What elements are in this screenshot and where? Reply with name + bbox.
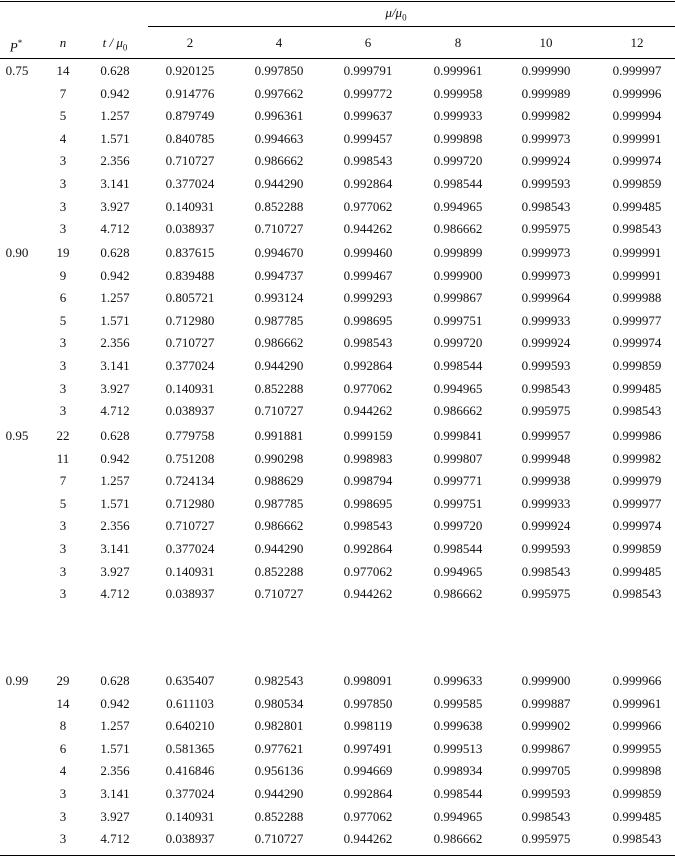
table-cell: 0.999633 bbox=[433, 673, 483, 688]
table-cell: 0.956136 bbox=[254, 763, 304, 778]
table-cell: 0.999485 bbox=[612, 199, 662, 214]
table-cell: 0.944290 bbox=[254, 786, 304, 801]
table-cell: 0.999924 bbox=[521, 335, 571, 350]
table-cell: 0.999933 bbox=[433, 108, 483, 123]
table-cell: 0.999966 bbox=[612, 718, 662, 733]
table-cell: 0.140931 bbox=[165, 809, 215, 824]
table-cell: 0.628 bbox=[100, 673, 130, 688]
table-cell: 3.141 bbox=[100, 176, 130, 191]
table-cell: 0.999867 bbox=[521, 741, 571, 756]
t-over-mu0-column-header: t / $\mu_0$ bbox=[102, 35, 128, 53]
table-cell: 0.999898 bbox=[612, 763, 662, 778]
table-cell: 0.990298 bbox=[254, 451, 304, 466]
table-cell: 3.927 bbox=[100, 199, 130, 214]
table-cell: 0.986662 bbox=[433, 831, 483, 846]
table-cell: 0.999977 bbox=[612, 313, 662, 328]
table-cell: 0.999867 bbox=[433, 290, 483, 305]
table-cell: 0.999899 bbox=[433, 245, 483, 260]
table-cell: 0.994669 bbox=[343, 763, 393, 778]
table-cell: 0.999460 bbox=[343, 245, 393, 260]
table-cell: 0.999996 bbox=[612, 86, 662, 101]
table-cell: 0.998794 bbox=[343, 473, 393, 488]
table-cell: 0.994965 bbox=[433, 199, 483, 214]
table-cell: 4.712 bbox=[100, 831, 130, 846]
table-cell: 0.999991 bbox=[612, 268, 662, 283]
table-cell: 0.998091 bbox=[343, 673, 393, 688]
table-cell: 4 bbox=[59, 131, 67, 146]
table-cell: 3 bbox=[59, 831, 67, 846]
table-cell: 0.628 bbox=[100, 63, 130, 78]
table-cell: 0.997850 bbox=[343, 696, 393, 711]
ratio-column-header: 10 bbox=[539, 35, 553, 50]
table-cell: 0.999990 bbox=[521, 63, 571, 78]
table-cell: 22 bbox=[56, 428, 70, 443]
table-cell: 0.710727 bbox=[254, 586, 304, 601]
table-cell: 0.710727 bbox=[254, 221, 304, 236]
table-cell: 5 bbox=[59, 108, 67, 123]
table-cell: 0.999720 bbox=[433, 518, 483, 533]
table-cell: 7 bbox=[59, 86, 67, 101]
table-cell: 3 bbox=[59, 518, 67, 533]
table-cell: 0.710727 bbox=[254, 403, 304, 418]
table-cell: 14 bbox=[56, 63, 70, 78]
table-cell: 0.986662 bbox=[433, 586, 483, 601]
table-cell: 0.994965 bbox=[433, 381, 483, 396]
table-cell: 0.998544 bbox=[433, 358, 483, 373]
table-cell: 0.997662 bbox=[254, 86, 304, 101]
table-cell: 0.999705 bbox=[521, 763, 571, 778]
table-cell: 0.992864 bbox=[343, 541, 393, 556]
table-cell: 3.927 bbox=[100, 381, 130, 396]
table-cell: 3 bbox=[59, 176, 67, 191]
table-cell: 1.257 bbox=[100, 473, 130, 488]
table-cell: 0.999513 bbox=[433, 741, 483, 756]
table-cell: 0.987785 bbox=[254, 496, 304, 511]
table-cell: 0.942 bbox=[100, 86, 130, 101]
table-cell: 3 bbox=[59, 586, 67, 601]
table-cell: 0.999485 bbox=[612, 564, 662, 579]
table-cell: 3 bbox=[59, 809, 67, 824]
p-star-value: 0.95 bbox=[5, 428, 29, 443]
table-cell: 0.995975 bbox=[521, 221, 571, 236]
table-cell: 0.920125 bbox=[165, 63, 215, 78]
table-cell: 0.977062 bbox=[343, 809, 393, 824]
table-cell: 0.944262 bbox=[343, 831, 393, 846]
table-cell: 0.999791 bbox=[343, 63, 393, 78]
table-cell: 0.999974 bbox=[612, 518, 662, 533]
table-cell: 0.998543 bbox=[521, 809, 571, 824]
table-cell: 0.999859 bbox=[612, 358, 662, 373]
p-star-column-header: P* bbox=[9, 38, 23, 55]
table-cell: 0.999933 bbox=[521, 496, 571, 511]
table-cell: 0.998543 bbox=[612, 403, 662, 418]
table-cell: 5 bbox=[59, 313, 67, 328]
table-cell: 0.999933 bbox=[521, 313, 571, 328]
table-cell: 0.942 bbox=[100, 696, 130, 711]
table-cell: 0.839488 bbox=[165, 268, 215, 283]
table-cell: 0.611103 bbox=[166, 696, 214, 711]
table-cell: 5 bbox=[59, 496, 67, 511]
table-cell: 2.356 bbox=[100, 518, 130, 533]
table-cell: 0.377024 bbox=[165, 541, 215, 556]
table-cell: 0.944262 bbox=[343, 586, 393, 601]
table-cell: 0.980534 bbox=[254, 696, 304, 711]
table-cell: 0.999720 bbox=[433, 335, 483, 350]
table-cell: 0.999982 bbox=[521, 108, 571, 123]
table-cell: 0.999638 bbox=[433, 718, 483, 733]
table-cell: 3.927 bbox=[100, 809, 130, 824]
table-cell: 0.999898 bbox=[433, 131, 483, 146]
table-cell: 0.944290 bbox=[254, 541, 304, 556]
table-cell: 0.994663 bbox=[254, 131, 304, 146]
table-cell: 0.999293 bbox=[343, 290, 393, 305]
table-cell: 0.977621 bbox=[254, 741, 304, 756]
p-star-value: 0.99 bbox=[5, 673, 29, 688]
table-cell: 0.712980 bbox=[165, 313, 215, 328]
table-cell: 0.999467 bbox=[343, 268, 393, 283]
table-cell: 0.998543 bbox=[343, 518, 393, 533]
table-cell: 3.927 bbox=[100, 564, 130, 579]
header-bottom-rule bbox=[0, 58, 675, 59]
table-cell: 0.999994 bbox=[612, 108, 662, 123]
table-cell: 0.999974 bbox=[612, 335, 662, 350]
table-cell: 4.712 bbox=[100, 586, 130, 601]
ratio-column-header: 12 bbox=[630, 35, 644, 50]
table-cell: 0.982801 bbox=[254, 718, 304, 733]
table-cell: 0.999859 bbox=[612, 541, 662, 556]
table-cell: 0.710727 bbox=[254, 831, 304, 846]
table-cell: 0.988629 bbox=[254, 473, 304, 488]
table-cell: 0.805721 bbox=[165, 290, 215, 305]
table-cell: 0.986662 bbox=[254, 153, 304, 168]
ratio-column-header: 4 bbox=[275, 35, 283, 50]
table-cell: 3 bbox=[59, 199, 67, 214]
table-cell: 8 bbox=[59, 718, 67, 733]
table-cell: 0.999991 bbox=[612, 131, 662, 146]
table-cell: 0.879749 bbox=[165, 108, 215, 123]
table-cell: 0.999991 bbox=[612, 245, 662, 260]
table-cell: 0.977062 bbox=[343, 381, 393, 396]
table-cell: 0.999961 bbox=[612, 696, 662, 711]
table-cell: 0.999973 bbox=[521, 245, 571, 260]
table-cell: 0.998543 bbox=[343, 153, 393, 168]
table-cell: 6 bbox=[59, 741, 67, 756]
table-cell: 0.999989 bbox=[521, 86, 571, 101]
table-cell: 0.712980 bbox=[165, 496, 215, 511]
table-cell: 0.999485 bbox=[612, 381, 662, 396]
table-cell: 0.977062 bbox=[343, 199, 393, 214]
table-cell: 0.635407 bbox=[165, 673, 215, 688]
table-cell: 0.724134 bbox=[165, 473, 215, 488]
table-cell: 3.141 bbox=[100, 358, 130, 373]
table-cell: 0.999988 bbox=[612, 290, 662, 305]
table-cell: 0.995975 bbox=[521, 831, 571, 846]
table-cell: 0.999859 bbox=[612, 786, 662, 801]
table-cell: 0.640210 bbox=[165, 718, 215, 733]
table-cell: 1.571 bbox=[100, 496, 130, 511]
table-cell: 0.998544 bbox=[433, 541, 483, 556]
table-cell: 0.038937 bbox=[165, 403, 215, 418]
bottom-rule bbox=[0, 855, 675, 856]
ratio-column-header: 8 bbox=[454, 35, 462, 50]
table-cell: 2.356 bbox=[100, 763, 130, 778]
table-cell: 0.995975 bbox=[521, 586, 571, 601]
table-cell: 4.712 bbox=[100, 403, 130, 418]
table-cell: 0.999457 bbox=[343, 131, 393, 146]
table-cell: 0.999807 bbox=[433, 451, 483, 466]
table-cell: 0.710727 bbox=[165, 335, 215, 350]
table-cell: 0.377024 bbox=[165, 176, 215, 191]
table-cell: 0.998543 bbox=[612, 221, 662, 236]
table-cell: 0.999593 bbox=[521, 358, 571, 373]
table-cell: 0.999593 bbox=[521, 786, 571, 801]
table-cell: 0.710727 bbox=[165, 153, 215, 168]
table-cell: 1.571 bbox=[100, 313, 130, 328]
table-cell: 3.141 bbox=[100, 541, 130, 556]
table-cell: 0.038937 bbox=[165, 831, 215, 846]
table-cell: 3.141 bbox=[100, 786, 130, 801]
table-cell: 0.999924 bbox=[521, 153, 571, 168]
table-cell: 0.999159 bbox=[343, 428, 393, 443]
table-cell: 1.257 bbox=[100, 718, 130, 733]
table-cell: 6 bbox=[59, 290, 67, 305]
table-cell: 0.914776 bbox=[165, 86, 215, 101]
table-cell: 2.356 bbox=[100, 153, 130, 168]
table-cell: 0.992864 bbox=[343, 786, 393, 801]
table-cell: 0.998119 bbox=[343, 718, 393, 733]
table-cell: 0.999964 bbox=[521, 290, 571, 305]
table-cell: 0.999900 bbox=[521, 673, 571, 688]
table-cell: 0.944290 bbox=[254, 176, 304, 191]
p-star-value: 0.90 bbox=[5, 245, 29, 260]
table-cell: 0.999973 bbox=[521, 268, 571, 283]
table-cell: 0.998543 bbox=[612, 831, 662, 846]
table-cell: 1.571 bbox=[100, 131, 130, 146]
table-cell: 0.999751 bbox=[433, 496, 483, 511]
table-cell: 0.999751 bbox=[433, 313, 483, 328]
table-cell: 0.991881 bbox=[254, 428, 304, 443]
table-cell: 1.571 bbox=[100, 741, 130, 756]
table-cell: 0.038937 bbox=[165, 586, 215, 601]
table-cell: 0.999585 bbox=[433, 696, 483, 711]
table-cell: 0.852288 bbox=[254, 564, 304, 579]
table-cell: 0.852288 bbox=[254, 199, 304, 214]
table-cell: 9 bbox=[59, 268, 67, 283]
table-cell: 0.994965 bbox=[433, 809, 483, 824]
table-cell: 3 bbox=[59, 335, 67, 350]
n-column-header: n bbox=[59, 35, 67, 50]
table-cell: 4.712 bbox=[100, 221, 130, 236]
table-cell: 0.140931 bbox=[165, 199, 215, 214]
table-cell: 0.999938 bbox=[521, 473, 571, 488]
table-cell: 0.999720 bbox=[433, 153, 483, 168]
table-cell: 0.999859 bbox=[612, 176, 662, 191]
table-cell: 0.997491 bbox=[343, 741, 393, 756]
table-cell: 0.996361 bbox=[254, 108, 304, 123]
table-cell: 0.986662 bbox=[433, 403, 483, 418]
table-cell: 0.998543 bbox=[343, 335, 393, 350]
table-cell: 3 bbox=[59, 358, 67, 373]
table-cell: 0.999841 bbox=[433, 428, 483, 443]
table-cell: 3 bbox=[59, 786, 67, 801]
table-cell: 0.999979 bbox=[612, 473, 662, 488]
table-cell: 14 bbox=[56, 696, 70, 711]
table-cell: 0.840785 bbox=[165, 131, 215, 146]
table-cell: 0.993124 bbox=[254, 290, 304, 305]
top-rule bbox=[0, 1, 675, 2]
table-cell: 0.944262 bbox=[343, 221, 393, 236]
table-cell: 0.999887 bbox=[521, 696, 571, 711]
table-cell: 0.377024 bbox=[165, 786, 215, 801]
table-cell: 0.998543 bbox=[612, 586, 662, 601]
table-cell: 0.994737 bbox=[254, 268, 304, 283]
table-cell: 0.944262 bbox=[343, 403, 393, 418]
table-cell: 0.140931 bbox=[165, 564, 215, 579]
table-cell: 0.998934 bbox=[433, 763, 483, 778]
table-cell: 0.999973 bbox=[521, 131, 571, 146]
table-cell: 0.994670 bbox=[254, 245, 304, 260]
table-cell: 0.999637 bbox=[343, 108, 393, 123]
table-cell: 3 bbox=[59, 541, 67, 556]
table-cell: 0.998544 bbox=[433, 176, 483, 191]
table-cell: 0.581365 bbox=[165, 741, 215, 756]
table-cell: 0.377024 bbox=[165, 358, 215, 373]
table-cell: 3 bbox=[59, 381, 67, 396]
table-cell: 0.998544 bbox=[433, 786, 483, 801]
table-cell: 19 bbox=[56, 245, 70, 260]
table-cell: 0.942 bbox=[100, 268, 130, 283]
table-cell: 0.995975 bbox=[521, 403, 571, 418]
table-cell: 0.999772 bbox=[343, 86, 393, 101]
table-cell: 0.999966 bbox=[612, 673, 662, 688]
table-cell: 0.999958 bbox=[433, 86, 483, 101]
table-cell: 7 bbox=[59, 473, 67, 488]
ratio-column-header: 6 bbox=[364, 35, 372, 50]
table-cell: 0.942 bbox=[100, 451, 130, 466]
ratio-group-header: $\mu/\mu_0$ bbox=[385, 5, 407, 23]
table-cell: 0.992864 bbox=[343, 358, 393, 373]
table-cell: 0.998543 bbox=[521, 564, 571, 579]
table-cell: 0.710727 bbox=[165, 518, 215, 533]
table-cell: 0.628 bbox=[100, 428, 130, 443]
table-cell: 0.837615 bbox=[165, 245, 215, 260]
table-cell: 0.038937 bbox=[165, 221, 215, 236]
table-cell: 1.257 bbox=[100, 108, 130, 123]
table-cell: 3 bbox=[59, 153, 67, 168]
table-cell: 0.852288 bbox=[254, 381, 304, 396]
group-header-rule bbox=[148, 26, 675, 27]
table-cell: 0.987785 bbox=[254, 313, 304, 328]
table-cell: 0.852288 bbox=[254, 809, 304, 824]
table-cell: 0.997850 bbox=[254, 63, 304, 78]
ratio-column-header: 2 bbox=[186, 35, 194, 50]
table-cell: 0.998695 bbox=[343, 313, 393, 328]
table-cell: 0.999948 bbox=[521, 451, 571, 466]
table-cell: 0.999485 bbox=[612, 809, 662, 824]
table-cell: 0.986662 bbox=[254, 518, 304, 533]
table-cell: 0.998983 bbox=[343, 451, 393, 466]
table-cell: 29 bbox=[56, 673, 70, 688]
table-cell: 0.999961 bbox=[433, 63, 483, 78]
table-cell: 2.356 bbox=[100, 335, 130, 350]
table-cell: 11 bbox=[56, 451, 70, 466]
table-cell: 0.982543 bbox=[254, 673, 304, 688]
table-cell: 0.999771 bbox=[433, 473, 483, 488]
table-cell: 0.751208 bbox=[165, 451, 215, 466]
table-cell: 0.416846 bbox=[165, 763, 215, 778]
table-cell: 0.140931 bbox=[165, 381, 215, 396]
table-cell: 0.999997 bbox=[612, 63, 662, 78]
p-star-value: 0.75 bbox=[5, 63, 29, 78]
table-cell: 0.998543 bbox=[521, 381, 571, 396]
table-cell: 3 bbox=[59, 221, 67, 236]
table-cell: 0.999986 bbox=[612, 428, 662, 443]
table-cell: 0.999955 bbox=[612, 741, 662, 756]
table-cell: 4 bbox=[59, 763, 67, 778]
table-cell: 0.999593 bbox=[521, 541, 571, 556]
table-cell: 0.977062 bbox=[343, 564, 393, 579]
table-cell: 0.999900 bbox=[433, 268, 483, 283]
table-cell: 3 bbox=[59, 403, 67, 418]
table-cell: 0.999977 bbox=[612, 496, 662, 511]
table-cell: 0.999982 bbox=[612, 451, 662, 466]
table-cell: 0.944290 bbox=[254, 358, 304, 373]
table-cell: 1.257 bbox=[100, 290, 130, 305]
table-cell: 0.779758 bbox=[165, 428, 215, 443]
table-cell: 0.998543 bbox=[521, 199, 571, 214]
table-cell: 0.628 bbox=[100, 245, 130, 260]
table-cell: 0.998695 bbox=[343, 496, 393, 511]
table-cell: 3 bbox=[59, 564, 67, 579]
table-cell: 0.999902 bbox=[521, 718, 571, 733]
table-cell: 0.999924 bbox=[521, 518, 571, 533]
table-cell: 0.999957 bbox=[521, 428, 571, 443]
table-cell: 0.986662 bbox=[254, 335, 304, 350]
table-cell: 0.994965 bbox=[433, 564, 483, 579]
table-cell: 0.992864 bbox=[343, 176, 393, 191]
table-cell: 0.986662 bbox=[433, 221, 483, 236]
table-cell: 0.999593 bbox=[521, 176, 571, 191]
table-cell: 0.999974 bbox=[612, 153, 662, 168]
